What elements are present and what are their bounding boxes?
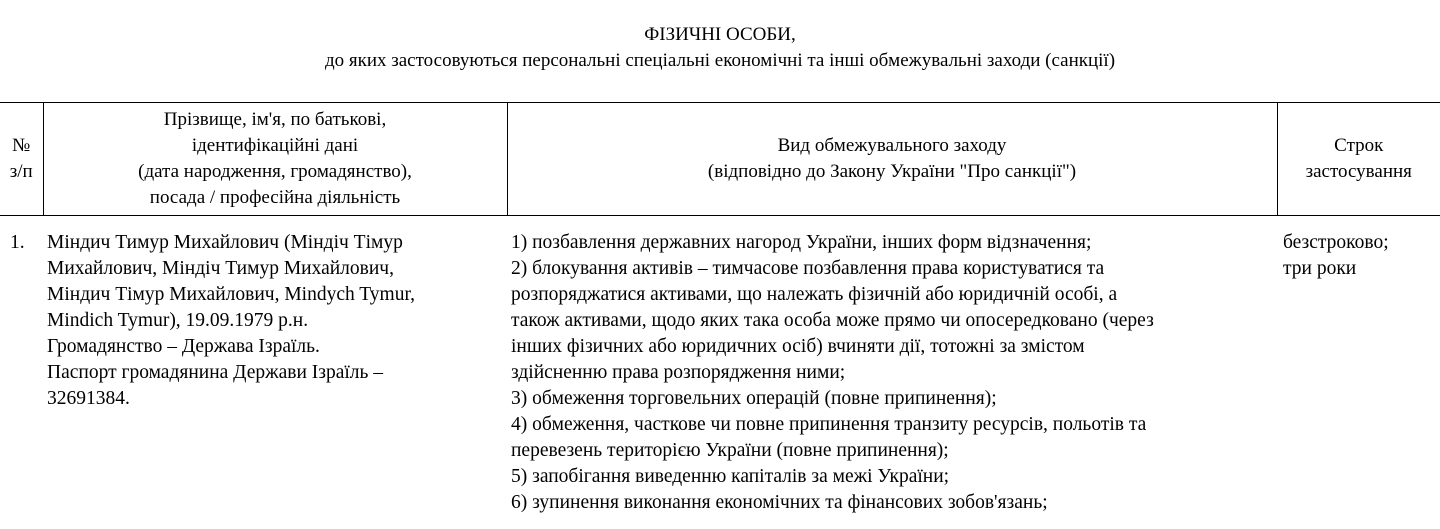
column-header-person [43, 103, 507, 216]
table-body [0, 216, 1440, 517]
person-details-line: Mindich Tymur), 19.09.1979 р.н. [47, 310, 309, 331]
term-cell [1277, 216, 1440, 517]
column-header-line: Прізвище, ім'я, по батькові, [163, 109, 387, 130]
column-header-line: посада / професійна діяльність [149, 187, 401, 208]
sanction-measures-cell [507, 216, 1277, 517]
table-row [0, 216, 1440, 517]
column-header-line: (відповідно до Закону України "Про санкції") [707, 161, 1077, 182]
sanction-measure-line: інших фізичних або юридичних осіб) вчиняти дії, тотожні за змістом [511, 336, 1085, 357]
column-header-line: Строк [1334, 135, 1384, 156]
column-header-line: ідентифікаційні дані [191, 135, 359, 156]
sanctions-table [0, 102, 1440, 516]
column-header-line: № [12, 135, 31, 156]
person-details-line: Громадянство – Держава Ізраїль. [47, 336, 320, 357]
sanction-measure-line: 2) блокування активів – тимчасове позбавлення права користуватися та [511, 258, 1105, 279]
document-subtitle: до яких застосовуються персональні спеціальні економічні та інші обмежувальні заходи (санкції) [324, 50, 1116, 71]
column-header-line: з/п [9, 161, 33, 182]
sanction-measure-line: також активами, щодо яких така особа може прямо чи опосередковано (через [511, 310, 1154, 331]
document-title: ФІЗИЧНІ ОСОБИ, [644, 24, 796, 45]
row-number: 1. [10, 232, 25, 253]
person-details-line: Міндич Тімур Михайлович, Mindych Tymur, [47, 284, 416, 305]
column-header-line: (дата народження, громадянство), [138, 161, 412, 182]
column-header-term [1277, 103, 1440, 216]
term-line: три роки [1283, 258, 1357, 279]
column-header-line: застосування [1305, 161, 1412, 182]
sanction-measure-line: 5) запобігання виведенню капіталів за межі України; [511, 466, 950, 487]
person-details-line: Михайлович, Міндіч Тимур Михайлович, [47, 258, 394, 279]
person-details-cell [43, 216, 507, 517]
column-header-measure [507, 103, 1277, 216]
sanction-measure-line: 6) зупинення виконання економічних та фінансових зобов'язань; [511, 492, 1048, 513]
person-details-line: Паспорт громадянина Держави Ізраїль – [47, 362, 384, 383]
term-line: безстроково; [1283, 232, 1389, 253]
sanction-measure-line: 4) обмеження, часткове чи повне припинення транзиту ресурсів, польотів та [511, 414, 1147, 435]
sanction-measure-line: 3) обмеження торговельних операцій (повне припинення); [511, 388, 997, 409]
table-header [0, 103, 1440, 216]
sanction-measure-line: перевезень територією України (повне припинення); [511, 440, 949, 461]
sanction-measure-line: здійсненню права розпорядження ними; [511, 362, 846, 383]
sanction-measure-line: розпоряджатися активами, що належать фізичній або юридичній особі, а [511, 284, 1118, 305]
column-header-number [0, 103, 43, 216]
column-header-line: Вид обмежувального заходу [777, 135, 1007, 156]
person-details-line: 32691384. [47, 388, 130, 409]
sanction-measure-line: 1) позбавлення державних нагород України, інших форм відзначення; [511, 232, 1092, 253]
document-header [0, 22, 1440, 74]
table-header-row [0, 103, 1440, 216]
person-details-line: Міндич Тимур Михайлович (Міндіч Тімур [47, 232, 403, 253]
